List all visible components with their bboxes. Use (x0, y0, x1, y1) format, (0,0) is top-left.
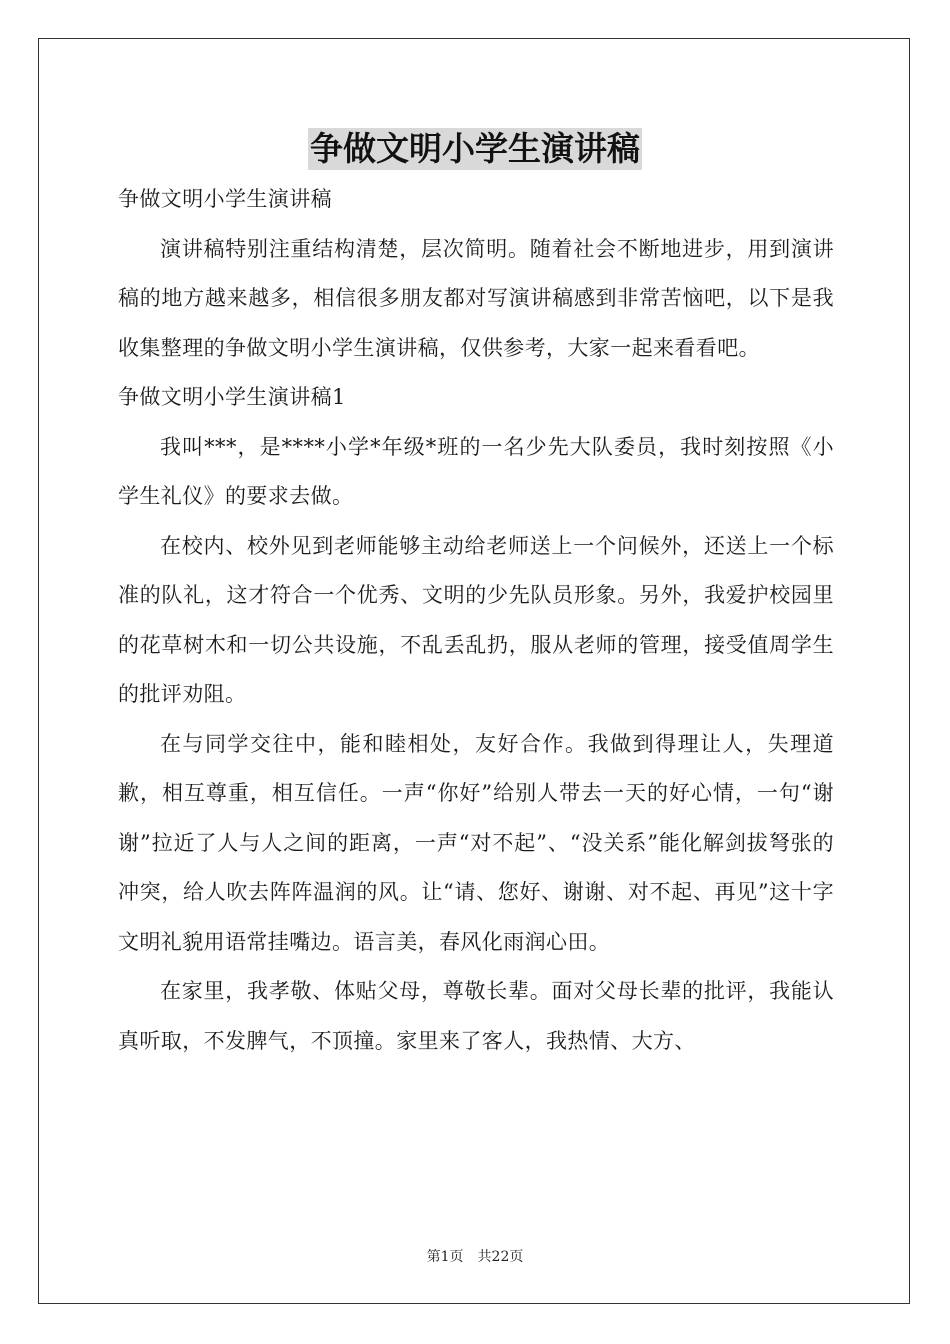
body-paragraph: 在与同学交往中，能和睦相处，友好合作。我做到得理让人，失理道歉，相互尊重，相互信任。一声“你好”给别人带去一天的好心情，一句“谢谢”拉近了人与人之间的距离，一声“对不起”、“没关系”能化解剑拔弩张的冲突，给人吹去阵阵温润的风。让“请、您好、谢谢、对不起、再见”这十字文明礼貌用语常挂嘴边。语言美，春风化雨润心田。 (118, 731, 834, 954)
page-total: 共22页 (477, 1249, 524, 1265)
document-title-row (0, 128, 950, 170)
body-paragraph: 在校内、校外见到老师能够主动给老师送上一个问候外，还送上一个标准的队礼，这才符合一个优秀、文明的少先队员形象。另外，我爱护校园里的花草树木和一切公共设施，不乱丢乱扔，服从老师的管理，接受值周学生的批评劝阻。 (118, 533, 834, 706)
section-heading: 争做文明小学生演讲稿 (118, 187, 332, 211)
body-paragraph: 在家里，我孝敬、体贴父母，尊敬长辈。面对父母长辈的批评，我能认真听取，不发脾气，不顶撞。家里来了客人，我热情、大方、 (118, 979, 834, 1053)
body-paragraph: 演讲稿特别注重结构清楚，层次简明。随着社会不断地进步，用到演讲稿的地方越来越多，相信很多朋友都对写演讲稿感到非常苦恼吧，以下是我收集整理的争做文明小学生演讲稿，仅供参考，大家一起来看看吧。 (118, 236, 834, 360)
page-number: 第1页 (426, 1249, 464, 1265)
page-footer (0, 1246, 950, 1266)
document-title: 争做文明小学生演讲稿 (310, 129, 640, 168)
section-heading: 争做文明小学生演讲稿1 (118, 385, 346, 409)
document-body (118, 175, 834, 1066)
body-paragraph: 我叫***，是****小学*年级*班的一名少先大队委员，我时刻按照《小学生礼仪》的要求去做。 (118, 434, 834, 508)
